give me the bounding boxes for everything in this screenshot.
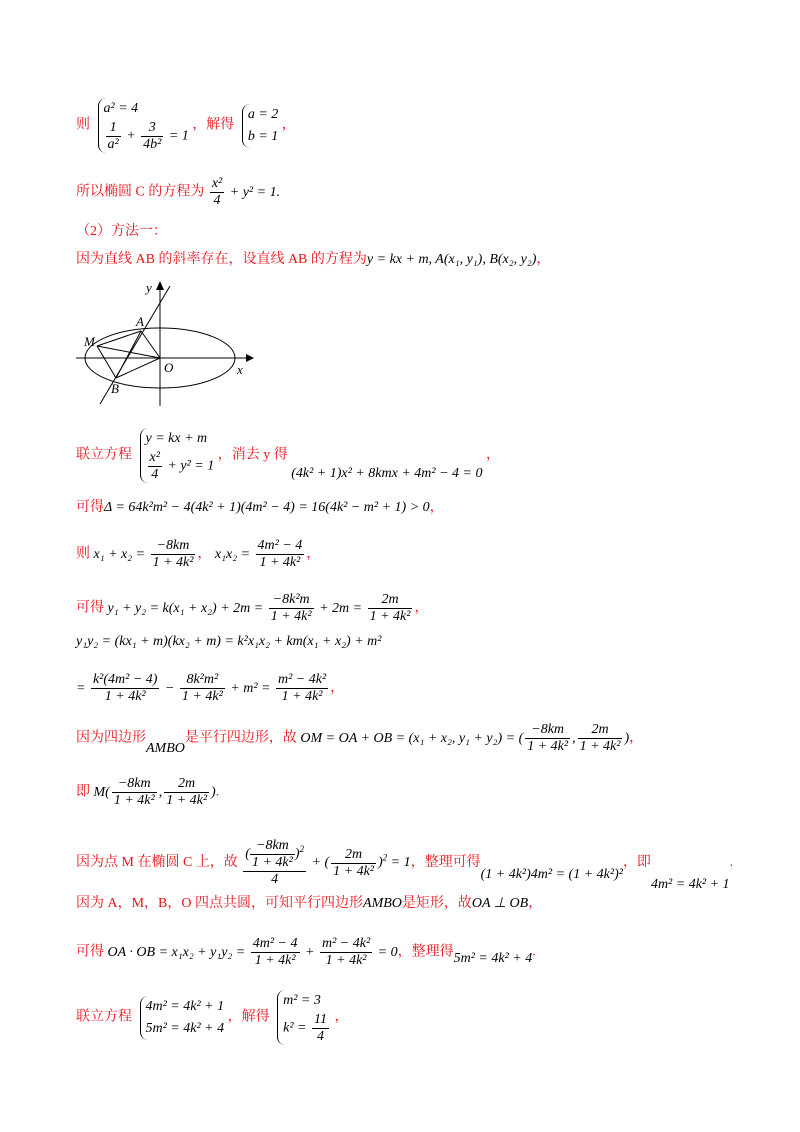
solution-line-4 [76,250,550,270]
frac-num: 1 [106,120,121,137]
frac-num: 4m² − 4 [257,538,303,553]
text-jiede: ，解得 [227,1009,270,1025]
text-kede: 可得 [76,944,104,960]
ellipse-figure [74,276,264,411]
minus: − [161,680,178,696]
frac-den: 1 + 4k² [325,953,367,968]
frac-den: 4 [213,193,221,208]
solution-line-1 [76,98,296,153]
frac-num: k²(4m² − 4) [92,672,158,687]
solution-line-9 [76,632,381,652]
simplified-equation: (1 + 4k²)4m² = (1 + 4k²)² [480,867,623,883]
sys3-eq-a: 4m² = 4k² + 1 [145,998,225,1014]
solution-line-11 [76,722,643,755]
label-b: B [111,381,119,396]
segment-mb [97,346,116,378]
m-open: M( [93,784,110,800]
sum-label: x₁ + x₂ = [93,546,149,562]
solution-line-7 [76,538,320,571]
frac-den: 4 [151,467,159,482]
y-product-expansion: y₁y₂ = (kx₁ + m)(kx₂ + m) = k²x₁x₂ + km(x₁ + x₂) + m² [76,634,382,649]
sol-b: b = 1 [247,128,279,144]
plus: + [308,855,325,871]
frac-den: 1 + 4k² [254,953,296,968]
product-label: x₁x₂ = [214,546,254,562]
solution-line-8 [76,592,428,625]
punct: ， [429,500,444,515]
punct: ， [485,447,500,463]
frac-num: −8km [250,838,295,855]
frac-den: 1 + 4k² [527,739,569,754]
comma: , [158,784,163,800]
text-parallelogram: 因为四边形 [76,730,146,746]
sol-m-squared: m² = 3 [283,993,321,1008]
equation-rest: + y² = 1. [226,184,281,200]
shape-amb0: AMBO [146,740,185,756]
vieta-sum [93,538,198,570]
frac-num: 2m [164,776,209,793]
punct: . [532,944,536,960]
shape-amb0: AMBO [363,896,402,911]
vector-sum: OM = OA + OB = (x₁ + x₂, y₁ + y₂) = ( [300,730,524,746]
punct: ， [536,252,551,267]
frac-den: 1 + 4k² [104,689,146,704]
frac-num: m² − 4k² [277,672,327,687]
punct: ， [330,680,345,696]
punct: . [215,784,220,800]
frac-den: 1 + 4k² [579,739,621,754]
paren-close: ) [624,730,630,746]
frac-num: 8k²m² [180,672,225,689]
sys3-eq-b: 5m² = 4k² + 4 [145,1020,225,1036]
sys1-eq-b [104,120,189,153]
equation-mid: + m² = [226,680,274,696]
perpendicular-relation: OA ⊥ OB [471,896,529,911]
frac-num: −8km [151,538,196,555]
label-y: y [146,280,152,295]
frac-num: 2m [578,722,623,739]
frac-den: a² [107,137,119,152]
frac-num: −8k²m [269,592,314,609]
vieta-product [214,538,306,570]
frac-den: 1 + 4k² [270,609,312,624]
y-axis-arrow [156,281,164,290]
line-ab-equation: y = kx + m, A(x₁, y₁), B(x₂, y₂) [366,252,537,267]
frac-num: −8km [525,722,570,739]
substitution-equation: ( $\frac{-8km}{\text{1 + 4k²}}$ )$^2$ 4 + ( $\frac{2m}{\text{1 + 4k²}}$ )$^2$ = 1 [245,838,411,887]
punct: ， [528,896,543,911]
frac-num: m² − 4k² [321,936,371,951]
solution-line-6 [76,498,444,518]
dot-product: OA · OB = x₁x₂ + y₁y₂ = [107,944,249,960]
label-m: M [84,334,95,349]
equation-system-2 [140,428,215,483]
frac-num: 11 [313,1012,327,1027]
segment-bo [116,358,160,378]
text-ji: 即 [76,784,90,800]
frac-num: x² [149,450,160,465]
vector-om-equation [300,722,630,754]
sys1-eq-a: a² = 4 [103,101,139,116]
text-ze: 则 [76,546,90,562]
frac-den: 1 + 4k² [259,555,301,570]
x-axis-arrow [246,354,254,362]
text-zhengli: ，整理可得 [410,855,481,871]
equals-one: = 1 [165,128,189,144]
equation-rest: + y² = 1 [163,458,215,474]
label-x: x [237,362,243,377]
text-ji: ，即 [622,855,651,871]
k-squared-label: k² = [283,1020,310,1036]
solution-line-12 [76,776,219,809]
solution-line-13 [76,838,734,893]
frac-num: x² [211,176,223,191]
method-label: （2）方法一： [76,224,167,239]
frac-num: −8km [112,776,157,793]
text-zhengli: ，整理得 [397,944,454,960]
text-rectangle: 是矩形，故 [401,896,472,911]
frac-den: 1 + 4k² [369,609,411,624]
frac-num: 2m [331,847,376,864]
relation-1: 4m² = 4k² + 1 [650,877,730,893]
ellipse-equation [208,176,281,208]
sol-k-squared [283,1012,331,1045]
frac-den: 1 + 4k² [333,863,374,879]
equation-system-3 [140,996,225,1040]
frac-den: 1 + 4k² [181,689,223,704]
solution-line-5 [76,428,500,483]
text-ze: 则 [76,117,90,133]
punct: . [729,855,734,871]
plus: + [301,944,318,960]
solution-line-16 [76,990,348,1045]
frac-den: 4 [271,872,279,887]
text-xiaoqu: ，消去 y 得 [217,447,288,463]
text-concyclic: 因为 A，M，B，O 四点共圆，可知平行四边形 [76,896,364,911]
frac-den: 1 + 4k² [251,855,293,870]
punct: ， [197,546,212,562]
quadratic-equation: (4k² + 1)x² + 8kmx + 4m² − 4 = 0 [291,465,483,481]
frac-den: 1 + 4k² [113,793,155,808]
frac-num: 3 [141,120,163,137]
equals-one: = 1 [387,855,411,871]
text-parallelogram-2: 是平行四边形，故 [184,730,297,746]
solution-system-1 [242,104,278,148]
frac-num: 2m [368,592,413,609]
y-sum-equation [107,592,415,624]
punct: ， [306,546,321,562]
text-lianli: 联立方程 [76,447,132,463]
frac-den: 4b² [143,137,162,152]
punct: ， [414,600,429,616]
point-m-coords [93,776,216,808]
frac-num: 4m² − 4 [252,936,298,951]
frac-den: 1 + 4k² [166,793,208,808]
text-point-on-ellipse: 因为点 M 在椭圆 C 上，故 [76,855,238,871]
equals-zero: = 0 [374,944,398,960]
text-lianli: 联立方程 [76,1009,132,1025]
compound-num: ( $\frac{-8km}{\text{1 + 4k²}}$ )$^2$ [245,838,304,870]
ellipse-equation-text: 所以椭圆 C 的方程为 [76,184,205,200]
solution-line-2 [76,176,280,209]
equation-mid: + 2m = [315,600,366,616]
punct: ， [334,1009,349,1025]
solution-system-3 [277,990,331,1045]
equals: = [76,680,89,696]
relation-2: 5m² = 4k² + 4 [453,950,533,966]
plus-sign: + [122,128,140,144]
solution-line-15 [76,936,536,969]
equation-system-1 [98,98,189,153]
sys2-eq-a: y = kx + m [145,431,208,446]
frac-den: 1 + 4k² [152,555,194,570]
text-kede: 可得 [76,600,104,616]
dot-product-equation [107,936,398,968]
sol-a: a = 2 [247,106,279,122]
text-jiede: ，解得 [192,117,235,133]
comma: , [572,730,576,746]
solution-line-14 [76,894,542,914]
discriminant: Δ = 64k²m² − 4(4k² + 1)(4m² − 4) = 16(4k² − m² + 1) > 0 [104,500,430,515]
y-product-result [76,672,330,704]
solution-line-10 [76,672,344,705]
segment-ao [141,331,160,358]
sys2-eq-b [146,450,215,483]
frac-den: 1 + 4k² [281,689,323,704]
label-a: A [136,314,144,329]
label-o: O [164,360,174,375]
method-heading [76,222,167,242]
punct: ， [629,730,644,746]
y-sum-label: y₁ + y₂ = k(x₁ + x₂) + 2m = [107,600,267,616]
text-kede: 可得 [76,500,104,515]
line-ab-text: 因为直线 AB 的斜率存在，设直线 AB 的方程为 [76,252,367,267]
punct: ， [281,117,296,133]
paren-close: ) [211,784,216,800]
frac-den: 4 [316,1029,324,1044]
